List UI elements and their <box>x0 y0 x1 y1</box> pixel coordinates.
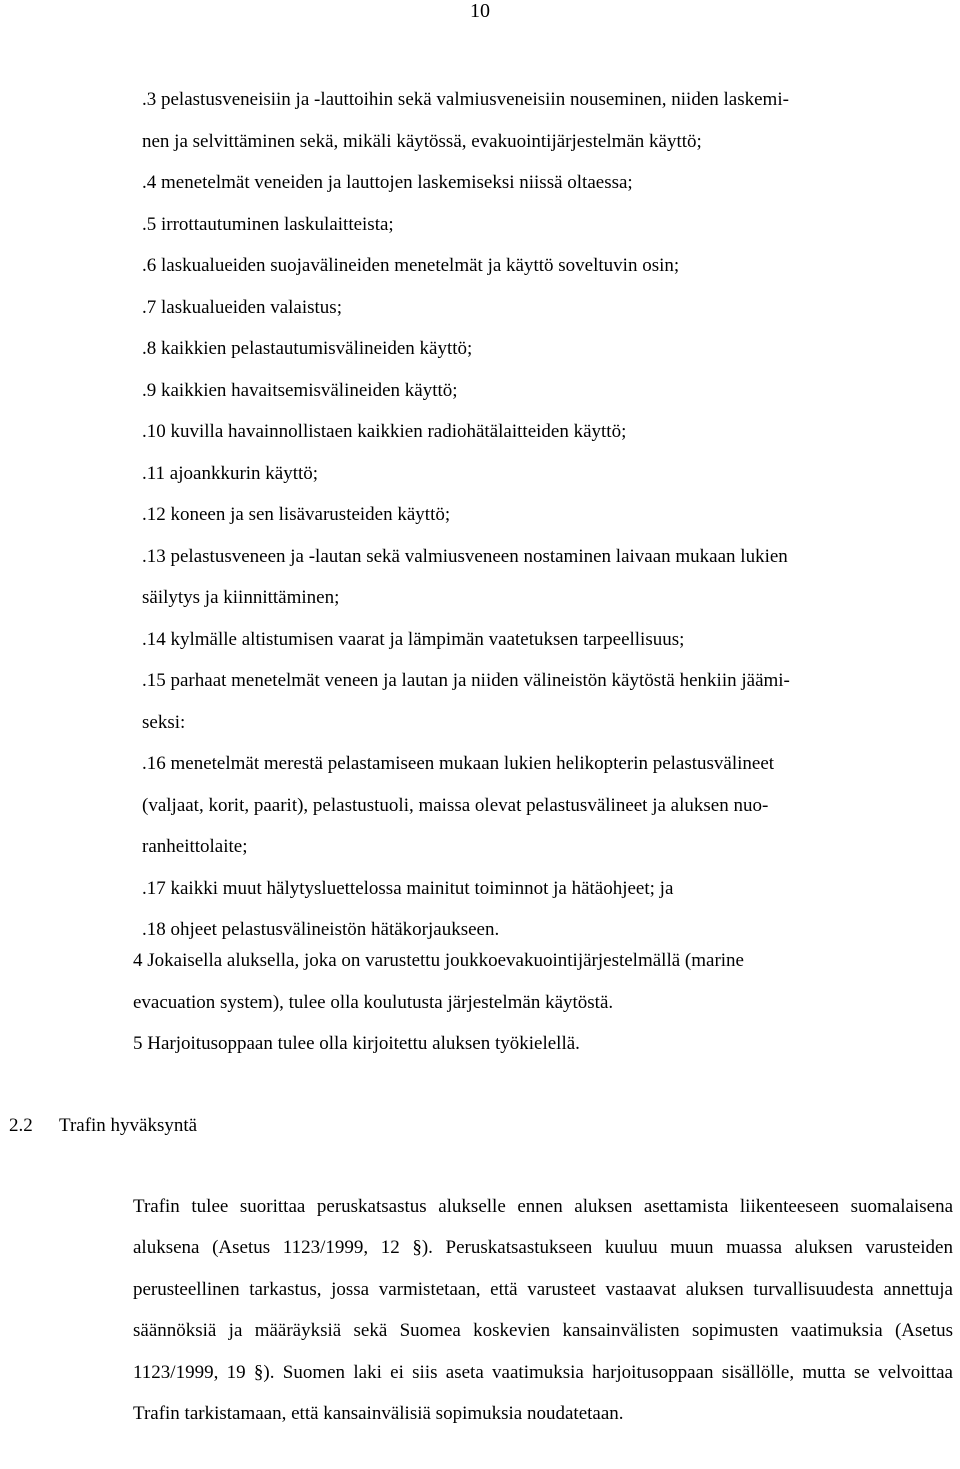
list-item: säilytys ja kiinnittäminen; <box>142 587 340 608</box>
list-item: .12 koneen ja sen lisävarusteiden käyttö; <box>142 504 451 525</box>
list-item: seksi: <box>142 711 186 733</box>
list-item: .3 pelastusveneisiin ja -lauttoihin sekä valmiusveneisiin nouseminen, niiden laskemi- <box>142 89 789 110</box>
list-item: .16 menetelmät merestä pelastamiseen mukaan lukien helikopterin pelastusvälineet <box>142 753 775 774</box>
list-item: (valjaat, korit, paarit), pelastustuoli, maissa olevat pelastusvälineet ja aluksen nuo- <box>142 794 769 816</box>
paragraph-line: evacuation system), tulee olla koulutusta järjestelmän käytöstä. <box>133 991 614 1013</box>
list-item: .18 ohjeet pelastusvälineistön hätäkorjaukseen. <box>142 919 500 940</box>
numbered-paragraphs <box>133 940 953 1065</box>
list-item: ranheittolaite; <box>142 836 248 857</box>
training-manual-items-list <box>142 79 952 951</box>
list-item: nen ja selvittäminen sekä, mikäli käytössä, evakuointijärjestelmän käyttö; <box>142 130 702 152</box>
list-item: .4 menetelmät veneiden ja lauttojen laskemiseksi niissä oltaessa; <box>142 172 633 193</box>
list-item: .11 ajoankkurin käyttö; <box>142 462 319 484</box>
list-item: .10 kuvilla havainnollistaen kaikkien radiohätälaitteiden käyttö; <box>142 421 627 442</box>
page-number: 10 <box>470 0 490 22</box>
list-item: .14 kylmälle altistumisen vaarat ja lämpimän vaatetuksen tarpeellisuus; <box>142 628 685 650</box>
section-number: 2.2 <box>9 1115 33 1136</box>
list-item: .17 kaikki muut hälytysluettelossa mainitut toiminnot ja hätäohjeet; ja <box>142 877 674 899</box>
list-item: .7 laskualueiden valaistus; <box>142 296 342 318</box>
paragraph-line: 5 Harjoitusoppaan tulee olla kirjoitettu aluksen työkielellä. <box>133 1033 580 1054</box>
section-heading <box>9 1108 909 1144</box>
list-item: .6 laskualueiden suojavälineiden menetelmät ja käyttö soveltuvin osin; <box>142 255 680 276</box>
list-item: .13 pelastusveneen ja -lautan sekä valmiusveneen nostaminen laivaan mukaan lukien <box>142 545 788 567</box>
paragraph-line: 4 Jokaisella aluksella, joka on varustettu joukkoevakuointijärjestelmällä (marine <box>133 950 744 971</box>
section-title: Trafin hyväksyntä <box>59 1115 198 1136</box>
section-body: Trafin tulee suorittaa peruskatsastus alukselle ennen aluksen asettamista liikenteeseen suomalaisena aluksena (Asetus 1123/1999, 12 §). Peruskatsastukseen kuuluu muun muassa aluksen varusteiden perusteellinen tarkastus, jossa varmistetaan, että varusteet vastaavat aluksen turvallisuudesta annettuja säännöksiä ja määräyksiä sekä Suomea koskevien kansainvälisten sopimusten vaatimuksia (Asetus 1123/1999, 19 §). Suomen laki ei siis aseta vaatimuksia harjoitusoppaan sisällölle, mutta se velvoittaa Trafin tarkistamaan, että kansainvälisiä sopimuksia noudatetaan. <box>133 1196 953 1425</box>
list-item: .15 parhaat menetelmät veneen ja lautan ja niiden välineistön käytöstä henkiin jäämi- <box>142 670 790 691</box>
list-item: .9 kaikkien havaitsemisvälineiden käyttö; <box>142 379 458 401</box>
list-item: .5 irrottautuminen laskulaitteista; <box>142 213 394 235</box>
list-item: .8 kaikkien pelastautumisvälineiden käyttö; <box>142 338 473 359</box>
